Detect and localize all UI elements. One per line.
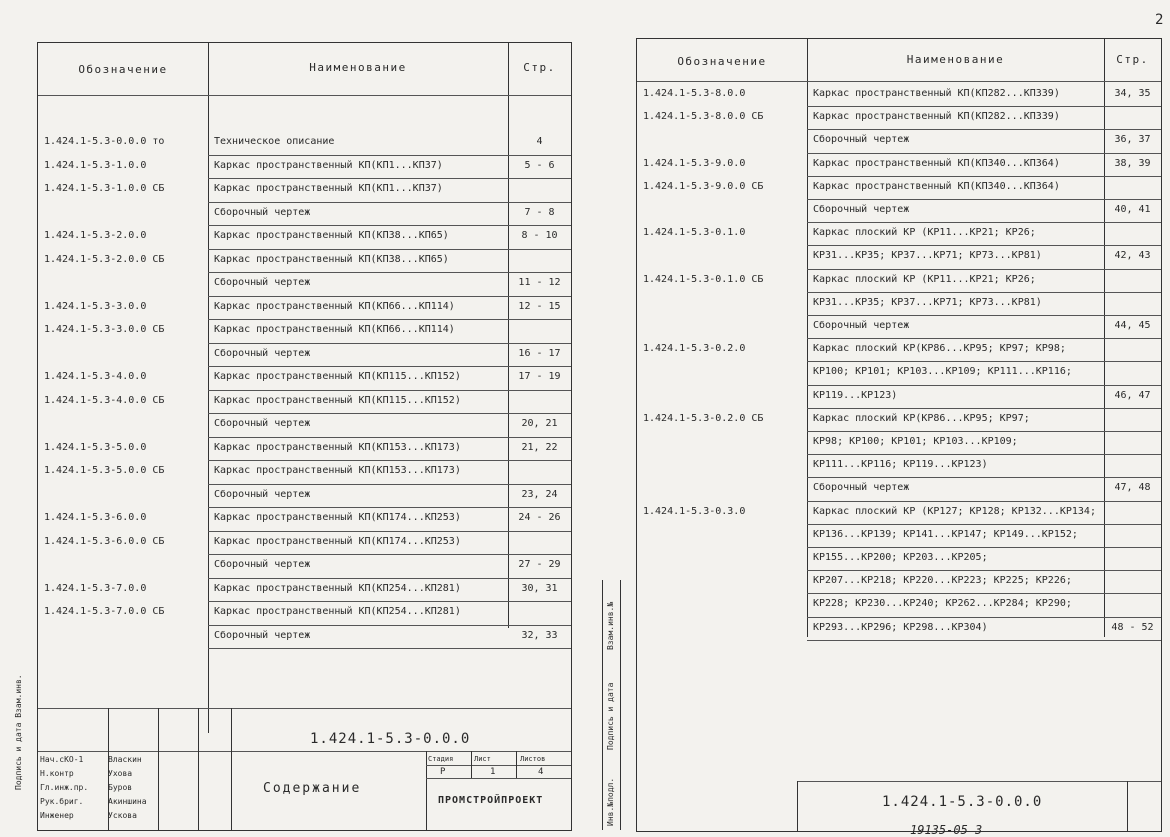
left-header-name: Наименование [309,61,407,74]
table-row [637,524,1161,546]
row-name: Каркас пространственный КП(КП174...КП253) [214,512,461,523]
row-page: 12 - 15 [518,300,561,312]
row-code: 1.424.1-5.3-7.0.0 [44,582,147,594]
sheet-value: 1 [490,767,496,777]
sheets-value: 4 [538,767,544,777]
table-row [637,431,1161,453]
sheets-label: Листов [520,755,546,763]
row-name: КР207...КР218; КР220...КР223; КР225; КР226; [813,575,1072,587]
row-name: Каркас пространственный КП(КП282...КП339) [813,88,1060,99]
row-page: 34, 35 [1114,88,1151,99]
row-page: 42, 43 [1114,250,1151,262]
row-page: 24 - 26 [518,512,561,523]
row-name: Каркас пространственный КП(КП340...КП364) [813,157,1060,169]
table-row [637,106,1161,128]
row-name: Каркас пространственный КП(КП38...КП65) [214,230,449,241]
row-code: 1.424.1-5.3-6.0.0 СБ [44,535,165,547]
row-name: Сборочный чертеж [214,559,311,570]
row-code: 1.424.1-5.3-0.3.0 [643,505,746,517]
row-name: Сборочный чертеж [214,347,311,359]
row-name: Сборочный чертеж [214,488,311,500]
row-name: КР100; КР101; КР103...КР109; КР111...КР116; [813,366,1072,378]
row-name: Каркас пространственный КП(КП254...КП281) [214,582,461,594]
signature-role: Гл.инж.пр. [40,783,89,792]
row-code: 1.424.1-5.3-4.0.0 [44,371,147,382]
row-name: КР31...КР35; КР37...КР71; КР73...КР81) [813,296,1042,308]
right-doc-code: 1.424.1-5.3-0.0.0 [882,794,1043,810]
signature-name: Акиншина [108,797,147,806]
table-row [637,269,1161,291]
table-row [637,477,1161,499]
row-code: 1.424.1-5.3-7.0.0 СБ [44,606,165,617]
row-name: Каркас пространственный КП(КП153...КП173) [214,441,461,453]
right-margin-label-2: Подпись и дата [606,682,615,750]
left-header-designation: Обозначение [78,63,168,76]
row-name: Каркас плоский КР(КР86...КР95; КР97; КР98; [813,343,1066,355]
row-name: Каркас пространственный КП(КП1...КП37) [214,183,443,194]
table-row [637,361,1161,383]
row-code: 1.424.1-5.3-8.0.0 [643,88,746,99]
row-name: Каркас пространственный КП(КП174...КП253) [214,535,461,547]
row-code: 1.424.1-5.3-0.1.0 [643,227,746,239]
right-header-name: Наименование [906,53,1005,66]
table-row [637,547,1161,569]
table-row [637,338,1161,360]
table-row [637,501,1161,523]
row-name: Сборочный чертеж [813,134,910,146]
row-name: Техническое описание [214,136,335,147]
row-code: 1.424.1-5.3-0.2.0 [643,343,746,355]
left-doc-code: 1.424.1-5.3-0.0.0 [310,731,471,747]
row-name: Сборочный чертеж [813,320,910,331]
table-row [637,385,1161,407]
row-code: 1.424.1-5.3-0.0.0 то [44,136,165,147]
row-page: 32, 33 [521,629,558,641]
signature-role: Н.контр [40,769,74,778]
row-name: Сборочный чертеж [214,418,311,429]
row-name: Сборочный чертеж [214,629,311,641]
row-code: 1.424.1-5.3-5.0.0 СБ [44,465,165,476]
row-code: 1.424.1-5.3-2.0.0 [44,230,147,241]
row-code: 1.424.1-5.3-5.0.0 [44,441,147,453]
row-page: 17 - 19 [518,371,561,382]
table-row [637,617,1161,639]
right-contents-table [636,38,1162,832]
row-name: КР155...КР200; КР203...КР205; [813,552,988,563]
stage-label: Стадия [428,755,454,763]
right-header-page: Стр. [1116,53,1149,66]
row-code: 1.424.1-5.3-4.0.0 СБ [44,394,165,406]
row-page: 38, 39 [1114,157,1151,169]
row-name: Каркас пространственный КП(КП282...КП339) [813,111,1060,123]
row-page: 44, 45 [1114,320,1151,331]
row-code: 1.424.1-5.3-9.0.0 СБ [643,180,764,192]
row-name: Каркас пространственный КП(КП38...КП65) [214,253,449,265]
row-page: 4 [536,136,543,147]
table-row [637,176,1161,198]
left-header-page: Стр. [523,61,556,74]
table-row [637,454,1161,476]
row-page: 7 - 8 [524,206,555,218]
row-code: 1.424.1-5.3-8.0.0 СБ [643,111,764,123]
row-page: 40, 41 [1114,204,1151,215]
row-name: КР111...КР116; КР119...КР123) [813,459,988,471]
sheet-label: Лист [474,755,491,763]
table-row [637,153,1161,175]
row-name: Каркас пространственный КП(КП340...КП364) [813,180,1060,192]
row-code: 1.424.1-5.3-6.0.0 [44,512,147,523]
row-name: Каркас плоский КР (КР11...КР21; КР26; [813,227,1036,239]
right-header-designation: Обозначение [677,55,767,68]
table-row [637,83,1161,105]
row-page: 8 - 10 [521,230,558,241]
table-row [637,408,1161,430]
signature-name: Ухова [108,769,133,778]
right-margin-label-1: Инв.№подл. [606,777,615,826]
table-row [637,593,1161,615]
row-page: 36, 37 [1114,134,1151,146]
row-page: 27 - 29 [518,559,561,570]
row-name: Каркас пространственный КП(КП66...КП114) [214,300,455,312]
left-margin-label: Подпись и дата Взам.инв. [14,674,23,790]
row-page: 46, 47 [1114,389,1151,401]
row-name: КР293...КР296; КР298...КР304) [813,621,988,633]
row-name: КР31...КР35; КР37...КР71; КР73...КР81) [813,250,1042,262]
signature-role: Нач.сКО-1 [40,755,84,764]
row-name: Сборочный чертеж [813,482,910,494]
row-page: 16 - 17 [518,347,561,359]
signature-role: Рук.бриг. [40,797,84,806]
table-row [637,570,1161,592]
row-name: Каркас пространственный КП(КП153...КП173) [214,465,461,476]
row-name: Каркас пространственный КП(КП1...КП37) [214,159,443,171]
row-name: КР136...КР139; КР141...КР147; КР149...КР152; [813,528,1078,540]
row-page: 20, 21 [521,418,558,429]
row-name: Каркас пространственный КП(КП66...КП114) [214,324,455,335]
row-name: КР98; КР100; КР101; КР103...КР109; [813,436,1018,447]
row-code: 1.424.1-5.3-0.1.0 СБ [643,273,764,285]
bottom-number: 19135-05 3 [910,823,983,837]
signature-name: Ускова [108,811,137,820]
signature-role: Инженер [40,811,74,820]
row-name: Сборочный чертеж [813,204,910,215]
row-page: 23, 24 [521,488,558,500]
row-code: 1.424.1-5.3-9.0.0 [643,157,746,169]
row-name: КР119...КР123) [813,389,898,401]
row-name: Каркас плоский КР (КР11...КР21; КР26; [813,273,1036,285]
row-code: 1.424.1-5.3-0.2.0 СБ [643,412,764,424]
table-row [637,315,1161,337]
table-row [637,292,1161,314]
stage-value: Р [440,767,446,777]
title-block-title: Содержание [263,781,362,796]
signature-name: Власкин [108,755,142,764]
row-code: 1.424.1-5.3-1.0.0 [44,159,147,171]
row-page: 21, 22 [521,441,558,453]
signature-name: Буров [108,783,133,792]
table-row [637,222,1161,244]
row-name: Каркас пространственный КП(КП254...КП281) [214,606,461,617]
org-name: ПРОМСТРОЙПРОЕКТ [438,795,544,806]
right-margin-label-3: Взам.инв.№ [606,601,615,650]
table-row [637,245,1161,267]
row-name: Сборочный чертеж [214,206,311,218]
table-row [637,129,1161,151]
row-page: 47, 48 [1114,482,1151,494]
page-mark: 2 [1155,12,1164,28]
row-code: 1.424.1-5.3-2.0.0 СБ [44,253,165,265]
row-page: 11 - 12 [518,277,561,288]
row-page: 30, 31 [521,582,558,594]
row-code: 1.424.1-5.3-1.0.0 СБ [44,183,165,194]
row-name: Сборочный чертеж [214,277,311,288]
row-name: Каркас плоский КР(КР86...КР95; КР97; [813,412,1030,424]
row-code: 1.424.1-5.3-3.0.0 СБ [44,324,165,335]
row-page: 5 - 6 [524,159,555,171]
row-name: Каркас плоский КР (КР127; КР128; КР132...КР134; [813,505,1096,517]
row-name: Каркас пространственный КП(КП115...КП152) [214,394,461,406]
row-name: Каркас пространственный КП(КП115...КП152) [214,371,461,382]
row-name: КР228; КР230...КР240; КР262...КР284; КР290; [813,598,1072,610]
table-row [637,199,1161,221]
row-code: 1.424.1-5.3-3.0.0 [44,300,147,312]
row-page: 48 - 52 [1111,621,1154,633]
